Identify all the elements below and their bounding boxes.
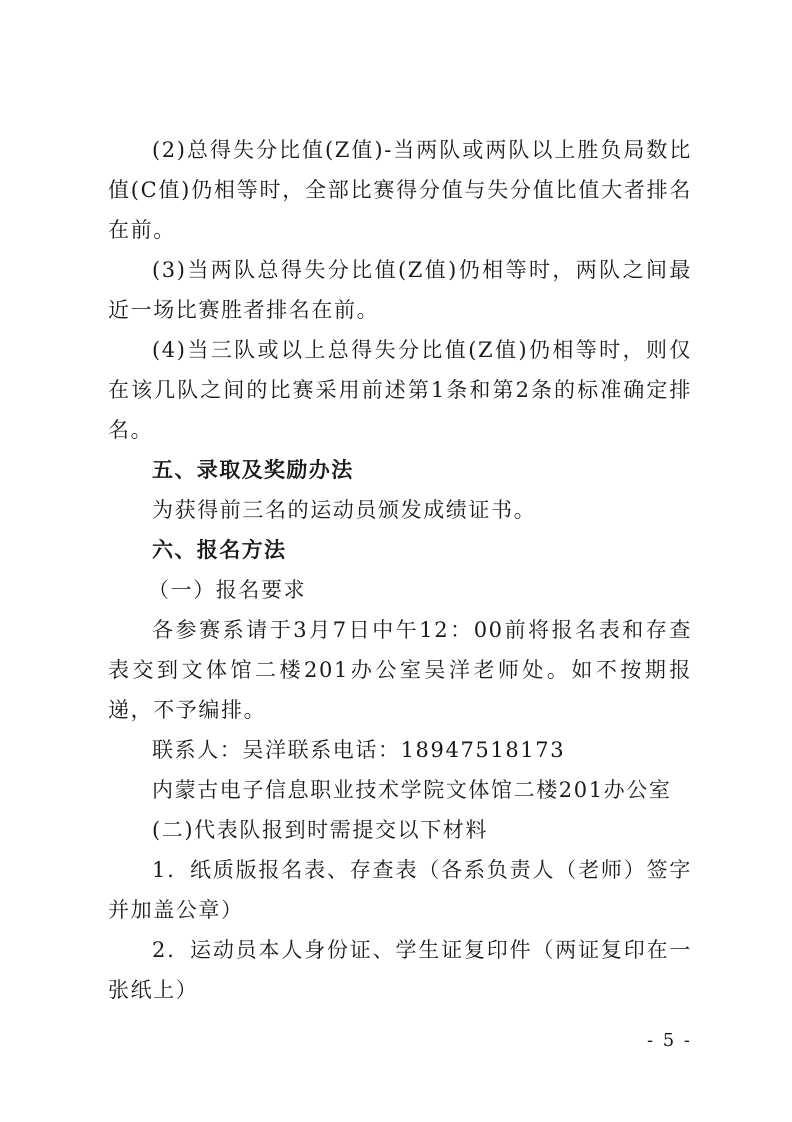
contact-paragraph: 联系人：吴洋联系电话：18947518173 (152, 738, 566, 762)
rule-2-paragraph: (2)总得失分比值(Z值)-当两队或两队以上胜负局数比值(C值)仍相等时，全部比赛得分值与失分值比值大者排名在前。 (108, 138, 692, 242)
material-item-1: 1．纸质版报名表、存查表（各系负责人（老师）签字并加盖公章） (108, 858, 692, 922)
address-paragraph: 内蒙古电子信息职业技术学院文体馆二楼201办公室 (152, 778, 672, 802)
document-body (108, 130, 692, 1010)
awards-paragraph: 为获得前三名的运动员颁发成绩证书。 (152, 498, 537, 522)
material-item-2: 2．运动员本人身份证、学生证复印件（两证复印在一张纸上） (108, 938, 692, 1002)
registration-paragraph: 各参赛系请于3月7日中午12：00前将报名表和存查表交到文体馆二楼201办公室吴洋老师处。如不按期报递，不予编排。 (108, 618, 692, 722)
subsection-2-title: (二)代表队报到时需提交以下材料 (152, 818, 488, 842)
rule-4-paragraph: (4)当三队或以上总得失分比值(Z值)仍相等时，则仅在该几队之间的比赛采用前述第1条和第2条的标准确定排名。 (108, 338, 692, 442)
section-6-heading: 六、报名方法 (152, 538, 287, 562)
rule-3-paragraph: (3)当两队总得失分比值(Z值)仍相等时，两队之间最近一场比赛胜者排名在前。 (108, 258, 692, 322)
section-5-heading: 五、录取及奖励办法 (152, 458, 354, 482)
page-number: - 5 - (646, 1030, 692, 1051)
subsection-1-title: （一）报名要求 (148, 578, 307, 602)
